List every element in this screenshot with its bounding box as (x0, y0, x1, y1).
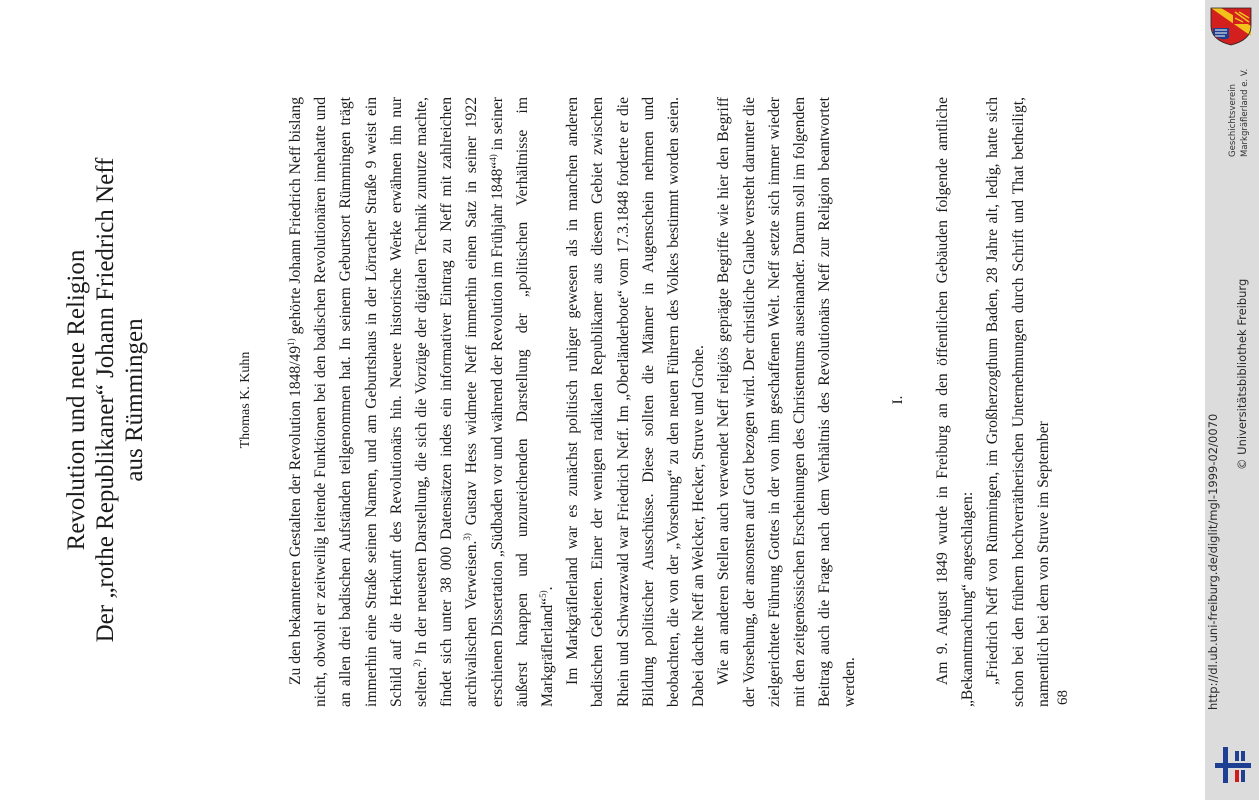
paragraph-3: Wie an anderen Stellen auch verwendet Neff religiös geprägte Begriffe wie hier den Begriff der Vorsehung, der ansonsten auf Gott bezogen wird. Der christliche Glaube versteht darunter die zielgerichtete Führung Gottes in der von ihm geschaffenen Welt. Neff setzte sich immer wieder mit den zeitgenössischen Erscheinungen des Christentums auseinander. Darum soll im folgenden Beitrag auch die Frage nach dem Verhältnis des Revolutionärs Neff zur Religion beantwortet werden. (715, 97, 859, 707)
article-title (62, 40, 149, 760)
library-credit: © Universitätsbibliothek Freiburg (1235, 278, 1249, 470)
paragraph-1: Zu den bekannteren Gestalten der Revolution 1848/49$^{1)}$ gehörte Johann Friedrich Neff bislang nicht, obwohl er zeitweilig leitende Funktionen bei den badischen Revolutionären innehatte und an allen drei badischen Aufständen teilgenommen hat. In seinem Geburtsort Rümmingen trägt immerhin eine Straße seinen Namen, und am Geburtshaus in der Lörracher Straße 9 weist ein Schild auf die Herkunft des Revolutionärs hin. Neuere historische Werke erwähnen ihn nur selten.$^{2)}$ In der neuesten Darstellung, die sich die Vorzüge der digitalen Technik zunutze machte, findet sich unter 38 000 Datensätzen indes ein informativer Eintrag zu Neff mit zahlreichen archivalischen Verweisen.$^{3)}$ Gustav Hess widmete Neff immerhin einen Satz in seiner 1922 erschienen Dissertation „Südbaden vor und während der Revolution im Frühjahr 1848“$^{4)}$ in seiner äußerst knappen und unzureichenden Darstellung der „politischen Verhältnisse im Markgräflerland“$^{5)}$. (285, 96, 557, 707)
article-author: Thomas K. Kuhn (238, 351, 253, 449)
title-line-3: aus Rümmingen (121, 318, 148, 482)
section-paragraph-2: „Friedrich Neff von Rümmingen, im Großherzogthum Baden, 28 Jahre alt, ledig, hatte sich schon bei den frühern hochverrätherischen Unternehmungen durch Schrift und That betheiligt, namentlich bei dem von Struve im September (984, 97, 1052, 707)
page-number: 68 (1055, 690, 1071, 705)
section-numeral: I. (890, 395, 906, 405)
sidebar (1205, 0, 1259, 800)
section-paragraph-1: Am 9. August 1849 wurde in Freiburg an den öffentlichen Gebäuden folgende amtliche „Bekanntmachung“ angeschlagen: (934, 97, 977, 707)
ub-freiburg-logo-icon[interactable] (1213, 745, 1253, 785)
society-name-line-1: Geschichtsverein (1228, 83, 1238, 157)
paragraph-2: Im Markgräflerland war es zunächst politisch ruhiger gewesen als in manchen anderen badischen Gebieten. Einer der wenigen radikalen Republikaner aus diesem Gebiet zwischen Rhein und Schwarzwald war Friedrich Neff. Im „Oberländerbote“ vom 17.3.1848 forderte er die Bildung politischer Ausschüsse. Diese sollten die Männer in Augenschein nehmen und beobachten, die von der „Vorsehung“ zu den neuen Führern des Volkes bestimmt worden seien. Dabei dachte Neff an Welcker, Hecker, Struve und Grohe. (564, 97, 708, 707)
sidebar-text (1205, 0, 1259, 800)
society-name-line-2: Markgräflerland e. V. (1240, 68, 1250, 157)
title-line-1: Revolution und neue Religion (63, 249, 90, 551)
source-url[interactable]: http://dl.ub.uni-freiburg.de/diglit/mgl-1999-02/0070 (1206, 413, 1220, 710)
intro-text (283, 97, 863, 707)
section-text (930, 97, 1056, 707)
title-line-2: Der „rothe Republikaner“ Johann Friedrich Neff (92, 157, 119, 643)
